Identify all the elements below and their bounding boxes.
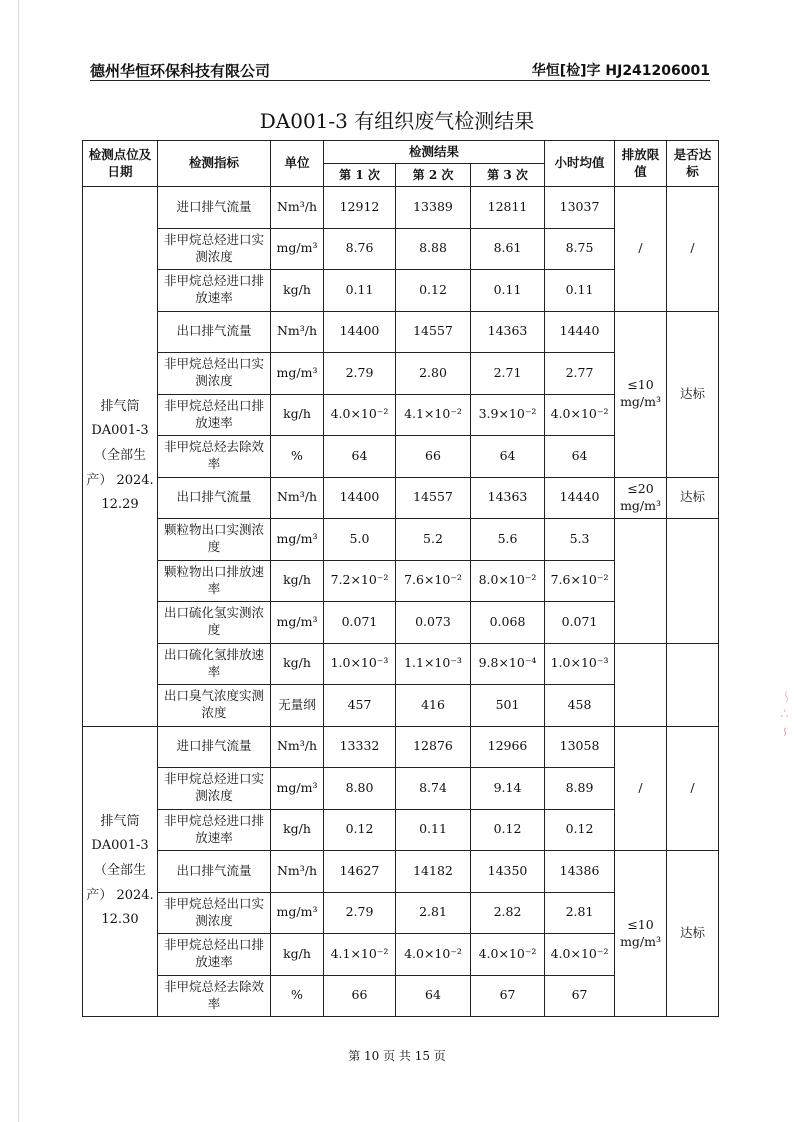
run-1-value: 14400 xyxy=(324,477,396,519)
run-2-value: 13389 xyxy=(396,187,471,229)
run-1-value: 1.0×10⁻³ xyxy=(324,643,396,685)
run-2-value: 0.11 xyxy=(396,809,471,851)
indicator-cell: 非甲烷总烃进口排放速率 xyxy=(158,809,271,851)
table-row xyxy=(83,477,719,519)
run-1-value: 0.071 xyxy=(324,602,396,644)
emission-limit: ≤10 mg/m³ xyxy=(615,851,667,1017)
run-2-value: 14557 xyxy=(396,477,471,519)
hourly-avg-value: 64 xyxy=(545,436,615,478)
indicator-cell: 非甲烷总烃去除效率 xyxy=(158,436,271,478)
header-indicator: 检测指标 xyxy=(158,141,271,187)
run-2-value: 0.073 xyxy=(396,602,471,644)
sampling-point-date: 排气筒 DA001-3 （全部生产） 2024. 12.30 xyxy=(83,726,158,1017)
run-3-value: 5.6 xyxy=(471,519,545,561)
hourly-avg-value: 67 xyxy=(545,975,615,1017)
indicator-cell: 非甲烷总烃进口实测浓度 xyxy=(158,768,271,810)
compliance-status: 达标 xyxy=(667,311,719,477)
run-3-value: 67 xyxy=(471,975,545,1017)
run-1-value: 0.11 xyxy=(324,270,396,312)
header-run-3: 第 3 次 xyxy=(471,164,545,187)
emission-limit: ≤20 mg/m³ xyxy=(615,477,667,519)
hourly-avg-value: 13037 xyxy=(545,187,615,229)
unit-cell: Nm³/h xyxy=(271,187,324,229)
compliance-status: / xyxy=(667,187,719,312)
run-3-value: 8.0×10⁻² xyxy=(471,560,545,602)
hourly-avg-value: 0.071 xyxy=(545,602,615,644)
results-body xyxy=(83,187,719,1017)
report-number: 华恒[检]字 HJ241206001 xyxy=(531,63,710,79)
run-2-value: 0.12 xyxy=(396,270,471,312)
run-1-value: 12912 xyxy=(324,187,396,229)
indicator-cell: 颗粒物出口实测浓度 xyxy=(158,519,271,561)
run-3-value: 8.61 xyxy=(471,228,545,270)
hourly-avg-value: 14386 xyxy=(545,851,615,893)
red-ink-mark: ～ ∴ ∽ xyxy=(777,690,792,738)
header-run-2: 第 2 次 xyxy=(396,164,471,187)
unit-cell: kg/h xyxy=(271,934,324,976)
header-unit: 单位 xyxy=(271,141,324,187)
header-limit: 排放限值 xyxy=(615,141,667,187)
run-3-value: 14363 xyxy=(471,477,545,519)
run-2-value: 1.1×10⁻³ xyxy=(396,643,471,685)
indicator-cell: 进口排气流量 xyxy=(158,726,271,768)
table-row xyxy=(83,311,719,353)
run-3-value: 14363 xyxy=(471,311,545,353)
table-row xyxy=(83,643,719,685)
run-1-value: 8.80 xyxy=(324,768,396,810)
run-2-value: 8.88 xyxy=(396,228,471,270)
hourly-avg-value: 7.6×10⁻² xyxy=(545,560,615,602)
indicator-cell: 非甲烷总烃进口排放速率 xyxy=(158,270,271,312)
run-3-value: 14350 xyxy=(471,851,545,893)
header-compliance: 是否达标 xyxy=(667,141,719,187)
page-edge-line xyxy=(18,0,19,1122)
hourly-avg-value: 0.12 xyxy=(545,809,615,851)
unit-cell: mg/m³ xyxy=(271,519,324,561)
indicator-cell: 非甲烷总烃出口排放速率 xyxy=(158,394,271,436)
run-3-value: 0.11 xyxy=(471,270,545,312)
run-2-value: 2.80 xyxy=(396,353,471,395)
header-point-date: 检测点位及日期 xyxy=(83,141,158,187)
hourly-avg-value: 8.75 xyxy=(545,228,615,270)
results-table xyxy=(82,140,719,1017)
table-row xyxy=(83,851,719,893)
run-2-value: 8.74 xyxy=(396,768,471,810)
hourly-avg-value: 14440 xyxy=(545,311,615,353)
unit-cell: kg/h xyxy=(271,394,324,436)
unit-cell: % xyxy=(271,975,324,1017)
page-footer: 第 10 页 共 15 页 xyxy=(348,1049,446,1063)
indicator-cell: 出口臭气浓度实测浓度 xyxy=(158,685,271,727)
indicator-cell: 出口硫化氢排放速率 xyxy=(158,643,271,685)
indicator-cell: 出口硫化氢实测浓度 xyxy=(158,602,271,644)
unit-cell: mg/m³ xyxy=(271,768,324,810)
run-2-value: 4.1×10⁻² xyxy=(396,394,471,436)
table-row xyxy=(83,519,719,561)
run-1-value: 0.12 xyxy=(324,809,396,851)
run-1-value: 7.2×10⁻² xyxy=(324,560,396,602)
run-2-value: 5.2 xyxy=(396,519,471,561)
company-name: 德州华恒环保科技有限公司 xyxy=(90,62,271,80)
indicator-cell: 非甲烷总烃进口实测浓度 xyxy=(158,228,271,270)
indicator-cell: 非甲烷总烃去除效率 xyxy=(158,975,271,1017)
run-3-value: 2.82 xyxy=(471,892,545,934)
indicator-cell: 出口排气流量 xyxy=(158,311,271,353)
header-hourly-avg: 小时均值 xyxy=(545,141,615,187)
emission-limit: / xyxy=(615,726,667,851)
run-1-value: 14627 xyxy=(324,851,396,893)
indicator-cell: 进口排气流量 xyxy=(158,187,271,229)
unit-cell: kg/h xyxy=(271,270,324,312)
indicator-cell: 出口排气流量 xyxy=(158,851,271,893)
indicator-cell: 非甲烷总烃出口实测浓度 xyxy=(158,353,271,395)
run-1-value: 5.0 xyxy=(324,519,396,561)
indicator-cell: 非甲烷总烃出口实测浓度 xyxy=(158,892,271,934)
run-1-value: 4.0×10⁻² xyxy=(324,394,396,436)
run-3-value: 64 xyxy=(471,436,545,478)
unit-cell: % xyxy=(271,436,324,478)
page-header xyxy=(90,60,710,81)
hourly-avg-value: 1.0×10⁻³ xyxy=(545,643,615,685)
run-2-value: 416 xyxy=(396,685,471,727)
run-2-value: 64 xyxy=(396,975,471,1017)
run-3-value: 2.71 xyxy=(471,353,545,395)
run-2-value: 12876 xyxy=(396,726,471,768)
run-3-value: 9.14 xyxy=(471,768,545,810)
run-1-value: 457 xyxy=(324,685,396,727)
run-1-value: 2.79 xyxy=(324,353,396,395)
page-title: DA001-3 有组织废气检测结果 xyxy=(259,109,535,133)
unit-cell: mg/m³ xyxy=(271,602,324,644)
run-2-value: 2.81 xyxy=(396,892,471,934)
header-run-1: 第 1 次 xyxy=(324,164,396,187)
compliance-status: / xyxy=(667,726,719,851)
unit-cell: mg/m³ xyxy=(271,353,324,395)
emission-limit: ≤10 mg/m³ xyxy=(615,311,667,477)
run-3-value: 501 xyxy=(471,685,545,727)
run-1-value: 66 xyxy=(324,975,396,1017)
hourly-avg-value: 8.89 xyxy=(545,768,615,810)
unit-cell: 无量纲 xyxy=(271,685,324,727)
run-1-value: 8.76 xyxy=(324,228,396,270)
sampling-point-date: 排气筒 DA001-3 （全部生产） 2024. 12.29 xyxy=(83,187,158,727)
indicator-cell: 颗粒物出口排放速率 xyxy=(158,560,271,602)
indicator-cell: 出口排气流量 xyxy=(158,477,271,519)
hourly-avg-value: 2.81 xyxy=(545,892,615,934)
unit-cell: kg/h xyxy=(271,809,324,851)
run-1-value: 2.79 xyxy=(324,892,396,934)
header-results: 检测结果 xyxy=(324,141,545,164)
compliance-status xyxy=(667,519,719,644)
run-1-value: 64 xyxy=(324,436,396,478)
hourly-avg-value: 5.3 xyxy=(545,519,615,561)
unit-cell: Nm³/h xyxy=(271,311,324,353)
run-1-value: 14400 xyxy=(324,311,396,353)
run-3-value: 0.068 xyxy=(471,602,545,644)
run-1-value: 4.1×10⁻² xyxy=(324,934,396,976)
run-2-value: 14182 xyxy=(396,851,471,893)
emission-limit: / xyxy=(615,187,667,312)
run-2-value: 7.6×10⁻² xyxy=(396,560,471,602)
unit-cell: Nm³/h xyxy=(271,477,324,519)
hourly-avg-value: 14440 xyxy=(545,477,615,519)
hourly-avg-value: 13058 xyxy=(545,726,615,768)
run-3-value: 0.12 xyxy=(471,809,545,851)
table-row xyxy=(83,726,719,768)
compliance-status: 达标 xyxy=(667,477,719,519)
run-1-value: 13332 xyxy=(324,726,396,768)
run-3-value: 12966 xyxy=(471,726,545,768)
unit-cell: kg/h xyxy=(271,643,324,685)
run-2-value: 14557 xyxy=(396,311,471,353)
run-3-value: 9.8×10⁻⁴ xyxy=(471,643,545,685)
hourly-avg-value: 458 xyxy=(545,685,615,727)
run-2-value: 4.0×10⁻² xyxy=(396,934,471,976)
run-3-value: 4.0×10⁻² xyxy=(471,934,545,976)
hourly-avg-value: 0.11 xyxy=(545,270,615,312)
compliance-status: 达标 xyxy=(667,851,719,1017)
indicator-cell: 非甲烷总烃出口排放速率 xyxy=(158,934,271,976)
hourly-avg-value: 2.77 xyxy=(545,353,615,395)
run-3-value: 3.9×10⁻² xyxy=(471,394,545,436)
emission-limit xyxy=(615,643,667,726)
hourly-avg-value: 4.0×10⁻² xyxy=(545,394,615,436)
run-3-value: 12811 xyxy=(471,187,545,229)
hourly-avg-value: 4.0×10⁻² xyxy=(545,934,615,976)
unit-cell: kg/h xyxy=(271,560,324,602)
unit-cell: mg/m³ xyxy=(271,892,324,934)
unit-cell: mg/m³ xyxy=(271,228,324,270)
emission-limit xyxy=(615,519,667,644)
compliance-status xyxy=(667,643,719,726)
unit-cell: Nm³/h xyxy=(271,851,324,893)
table-row xyxy=(83,187,719,229)
run-2-value: 66 xyxy=(396,436,471,478)
unit-cell: Nm³/h xyxy=(271,726,324,768)
